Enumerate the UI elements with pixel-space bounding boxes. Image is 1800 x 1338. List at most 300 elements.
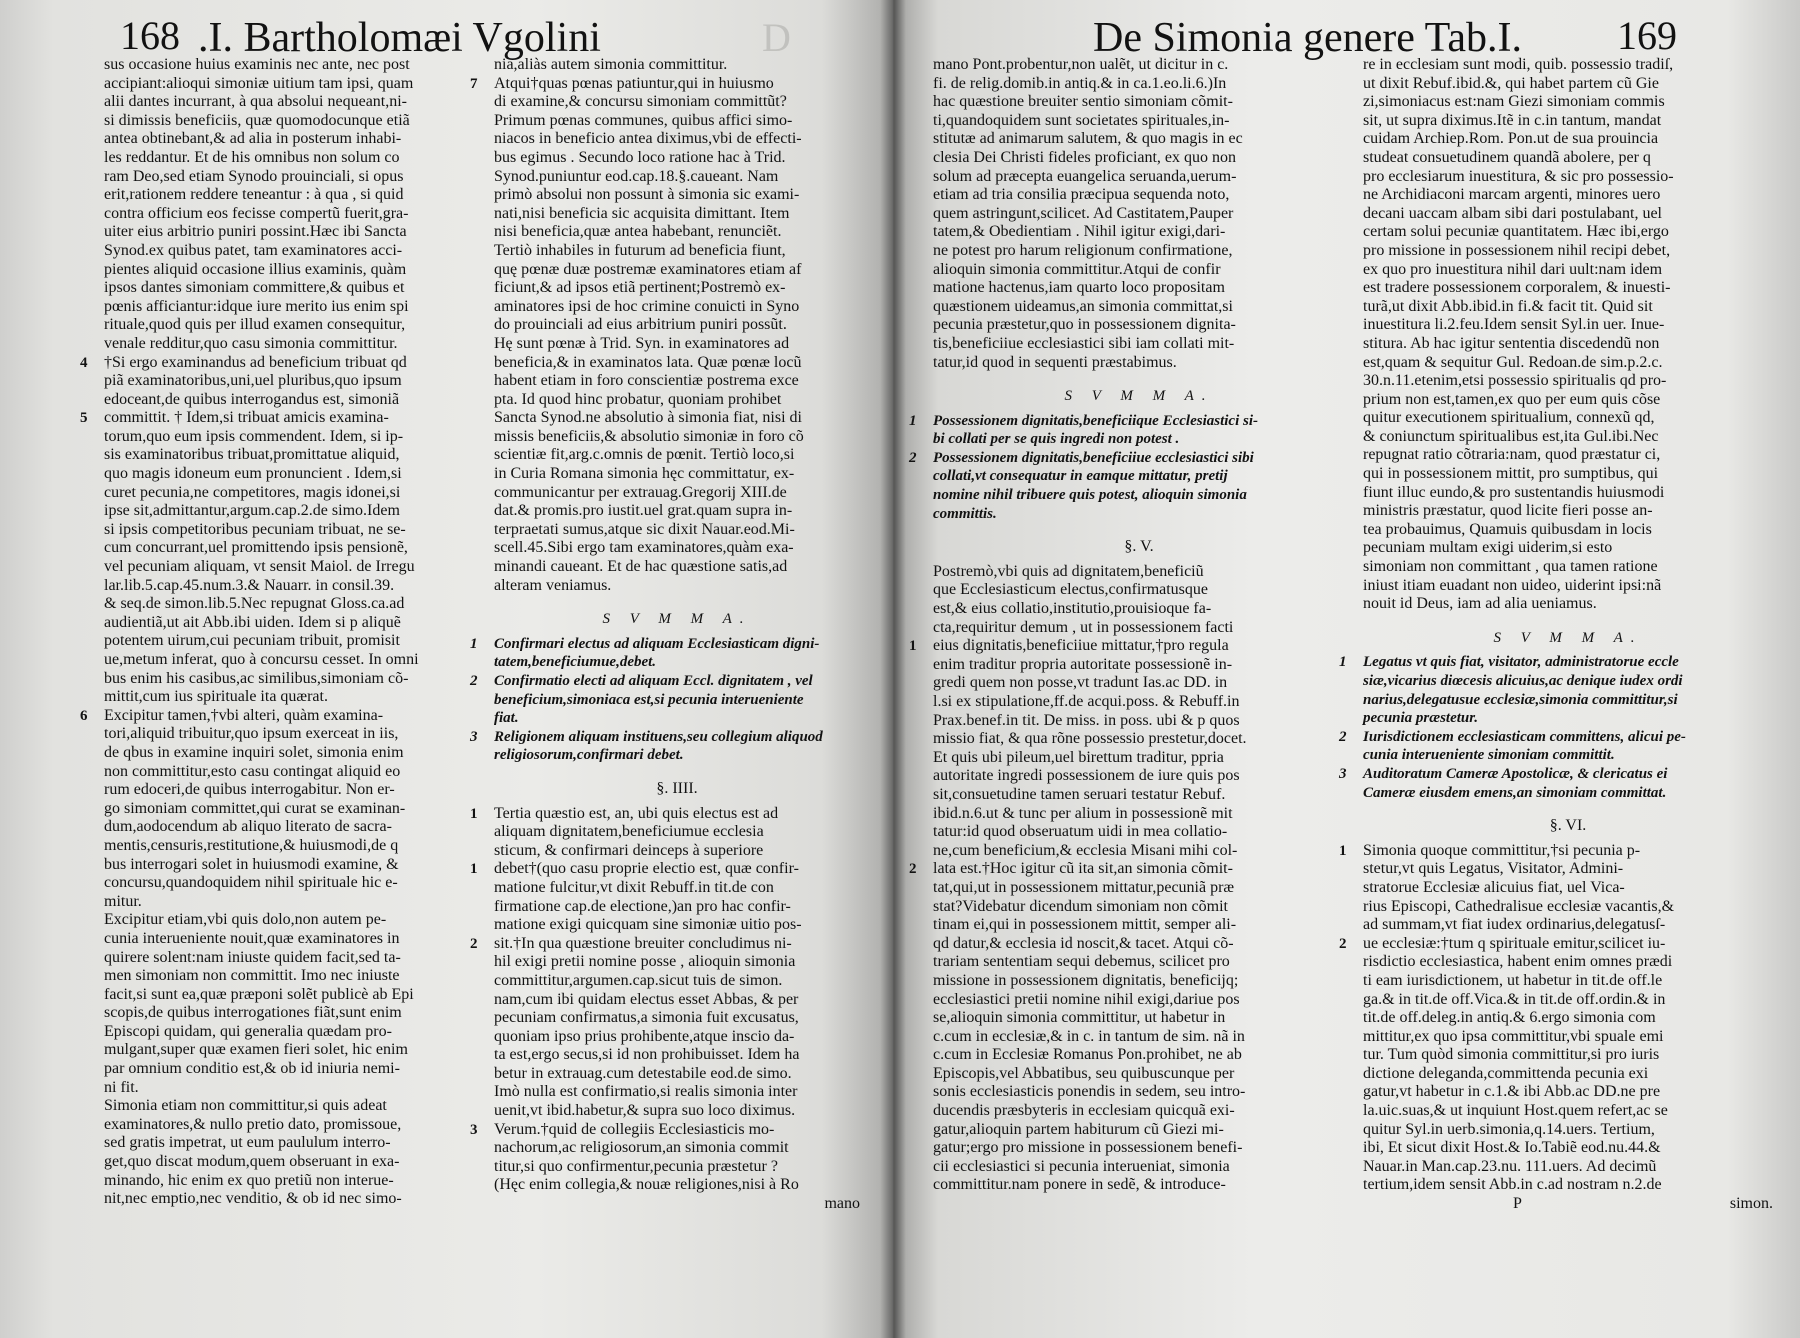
text-line [933,168,1345,187]
text-line [104,874,474,893]
text-line [1363,372,1773,391]
line-text: la.uic.suas,& ut inquiunt Host.quem refert,ac se [1363,1102,1668,1120]
text-line [104,1060,474,1079]
line-text: torum,quo eum ipsis commendent. Idem, si ip- [104,427,404,445]
text-line [494,842,860,861]
right-page [893,0,1800,1338]
text-line [909,860,1345,879]
summa-item-line [1363,691,1773,710]
text-line [1363,316,1773,335]
text-line [494,242,860,261]
text-line [494,484,860,503]
line-text: Iurisdictionem ecclesiasticam committens, alicui pe- [1363,728,1686,745]
line-text: simoniam non committant , qua tamen ratione [1363,558,1658,576]
text-line [1363,168,1773,187]
text-line [104,614,474,633]
line-text: ga.& in tit.de off.Vica.& in tit.de off.ordin.& in [1363,990,1666,1008]
line-text: matione hactenus,iam quarto loco propositam [933,279,1225,297]
line-text: Nauar.in Man.cap.23.nu. 111.uers. Ad decimũ [1363,1157,1657,1175]
line-text: ut dixit Rebuf.ibid.&, qui habet partem cũ Gie [1363,74,1659,92]
text-line [104,1023,474,1042]
text-line [933,879,1345,898]
text-line [104,930,474,949]
text-line [933,93,1345,112]
line-text: edoceant,de quibus interrogandus est, simoniã [104,390,400,408]
line-text: autoritate ingredi possessionem de iure quis pos [933,767,1240,785]
line-text: accipiant:alioqui simoniæ uitium tam ipsi, quam [104,74,414,92]
text-line [933,112,1345,131]
text-line [1363,1176,1773,1195]
text-line [494,428,860,447]
line-text: aminatores ipsi de hoc crimine conuicti in Syno [494,297,800,315]
text-line [470,74,860,94]
text-line [933,972,1345,991]
line-text: hil exigi pretii nomine posse , alioquin simonia [494,953,796,971]
text-line [933,316,1345,335]
line-text: lata est.†Hoc igitur cũ ita sit,an simonia cõmit- [933,860,1233,878]
text-line [933,261,1345,280]
margin-number: 2 [470,673,478,689]
summa-item-line [933,430,1345,449]
text-line [104,223,474,242]
line-text: piã examinatoribus,uni,uel pluribus,quo ipsum [104,372,402,390]
text-line [104,205,474,224]
line-text: venale redditur,quo casu simonia committitur. [104,334,398,352]
margin-number: 7 [470,75,478,92]
line-text: di examine,& concursu simoniam committũt? [494,93,787,111]
line-text: Possessionem dignitatis,beneficiiue ecclesiastici sibi [933,449,1254,466]
text-line [1363,502,1773,521]
text-line [104,186,474,205]
text-line [933,823,1345,842]
text-line [104,1097,474,1116]
line-text: ad summam,vt fiat iudex ordinarius,delegatusſ- [1363,916,1666,934]
text-line [494,409,860,428]
line-text: & coniunctum spiritualibus est,ita Gul.ibi.Nec [1363,427,1659,445]
text-line [494,991,860,1010]
margin-number: 3 [470,1121,478,1138]
line-text: ue ecclesiæ:†tum q spirituale emitur,scilicet iu- [1363,934,1666,952]
line-text: facit,si sunt ea,quæ præponi solẽt publicè ab Epi [104,985,414,1003]
line-text: dictione deleganda,committenda pecunia exi [1363,1064,1649,1082]
text-line [494,1083,860,1102]
line-text: trariam sententiam sequi debemus, scilicet pro [933,953,1230,971]
line-text: bus egimus . Secundo loco ratione hac à Trid. [494,148,786,166]
line-text: debet†(quo casu proprie electio est, quæ confir- [494,860,799,878]
text-line [494,112,860,131]
line-text: eius dignitatis,beneficiiue mittatur,†pro regula [933,637,1229,655]
show-through-header: D [762,15,791,60]
text-line [1363,595,1773,614]
line-text: dum,aodocendum ab aliquo literato de sacra- [104,818,392,836]
text-line [1363,56,1773,75]
text-line [1363,539,1773,558]
text-line [104,688,474,707]
text-line [909,637,1345,656]
line-text: rum edoceri,de quibus interrogabitur. Non er- [104,781,395,799]
signature-mark: P [1513,1195,1522,1213]
line-text: pro ecclesiarum inuestitura, & sic pro possessio- [1363,167,1674,185]
section-heading: §. IIII. [656,779,698,797]
text-line [933,898,1345,917]
line-text: terpraetati sumus,atque sic dixit Nauar.eod.Mi- [494,520,795,538]
line-text: Legatus vt quis fiat, visitator, administratorue eccle [1363,654,1679,671]
line-text: sticum, & confirmari deinceps à superiore [494,841,764,859]
line-text: committis. [933,505,997,522]
text-line [1363,860,1773,879]
line-text: go simoniam committet,qui curat se examinan- [104,799,406,817]
text-line [494,130,860,149]
text-column-right [1339,56,1773,1214]
line-text: nia,aliàs autem simonia committitur. [494,56,728,73]
line-text: mulgant,super quæ examen fieri solet, hic enim [104,1041,408,1059]
line-text: nomine nihil tribuere quis potest, alioquin simonia [933,487,1247,504]
text-line [494,823,860,842]
line-text: sonis ecclesiasticis ponendis in sedem, seu intro- [933,1083,1246,1101]
text-line [933,1028,1345,1047]
text-line [933,581,1345,600]
line-text: c.cum in Ecclesiæ Romanus Pon.prohibet, ne ab [933,1046,1242,1064]
line-text: gredi quem non posse,vt tradunt Ias.ac DD. in [933,674,1228,692]
line-text: cunia interueniente nouit,quæ examinatores in [104,929,400,947]
line-text: solum ad præcepta euangelica seruanda,uerum- [933,167,1237,185]
line-text: missione in possessionem dignitatis, beneficijq; [933,971,1239,989]
text-line [1363,577,1773,596]
line-text: dat.& promis.pro iustit.uel grat.quam supra in- [494,502,793,520]
text-line [494,953,860,972]
margin-number: 1 [1339,654,1347,671]
line-text: sis examinatoribus tribuat,promittatue aliquid, [104,446,400,464]
margin-number: 3 [470,728,478,745]
text-line [494,446,860,465]
line-text: par omnium conditio est,& ob id iniuria nemi- [104,1060,400,1078]
text-line [104,484,474,503]
line-text: decani uaccam albam sibi dari postulabant, uel [1363,204,1662,222]
line-text: potentem uirum,cui pecuniam tribuit, promisit [104,632,400,650]
text-line [104,670,474,689]
text-line [104,465,474,484]
line-text: missio fiat, & qua rõne possessio prestetur,docet. [933,730,1247,748]
line-text: ecclesiastici pretii nomine nihil exigi,dariue pos [933,990,1240,1008]
line-text: etiam ad tria consilia præcipua sequenda noto, [933,186,1230,204]
line-text: mittitur,ex quo ipsa committitur,vbi spuale emi [1363,1027,1664,1045]
line-text: nisi beneficia,quæ antea habebant, renunciẽt. [494,223,782,241]
text-line [933,712,1345,731]
summa-item-line [470,728,860,747]
line-text: ne Archidiaconi marcam argenti, minores uero [1363,186,1661,204]
line-text: mitur. [104,892,142,910]
text-line [104,56,474,75]
text-line [494,391,860,410]
text-line [1363,261,1773,280]
summa-item-line [1363,784,1773,803]
text-line [1363,298,1773,317]
text-line [1363,991,1773,1010]
text-line [1363,1065,1773,1084]
line-text: que Ecclesiasticum electus,confirmatusque [933,581,1209,599]
text-line [104,1004,474,1023]
line-text: quem astringunt,scilicet. Ad Castitatem,Pauper [933,204,1234,222]
book-gutter [880,0,906,1338]
text-line [494,93,860,112]
text-line [104,521,474,540]
text-line [1363,484,1773,503]
text-line [494,168,860,187]
margin-number: 1 [909,412,917,429]
line-text: pecuniam confirmatus,a simonia fuit excusatus, [494,1009,799,1027]
text-line [494,916,860,935]
line-text: ue,metum inferat, quo à concursu cesset. In omni [104,651,419,668]
text-line [494,372,860,391]
text-line [470,1120,860,1140]
text-line [1363,1009,1773,1028]
text-line [104,1041,474,1060]
line-text: quitur Syl.in uerb.simonia,q.14.uers. Tertium, [1363,1120,1655,1138]
text-line [494,1009,860,1028]
line-text: Prax.benef.in tit. De miss. in poss. ubi & p quos [933,711,1240,729]
line-text: se,alioquin simonia committitur, ut habetur in [933,1009,1226,1027]
margin-number: 1 [470,635,478,652]
line-text: mentis,censuris,restitutione,& huiusmodi,de q [104,836,399,854]
line-text: stetur,vt quis Legatus, Visitator, Admini- [1363,860,1624,878]
line-text: c.cum in ecclesiæ,& in c. in tantum de sim. nã in [933,1027,1245,1045]
summa-item-line [1339,765,1773,784]
text-line [494,1028,860,1047]
line-text: ficiunt,& ad ipsos etiã pertinent;Postremò ex- [494,279,786,297]
line-text: si dimissis beneficiis, quæ quomodocunque etiã [104,111,410,129]
text-line [933,749,1345,768]
text-line [494,539,860,558]
line-text: rius Episcopi, Cathedralisue ecclesiæ vacantis,& [1363,897,1675,915]
line-text: tatem,beneficiumue,debet. [494,654,657,671]
text-line [1339,934,1773,954]
line-text: stitutæ ad animarum salutem, & quo magis in ec [933,130,1243,148]
text-line [80,353,474,373]
line-text: Postremò,vbi quis ad dignitatem,beneficiũ [933,562,1204,580]
text-line [933,805,1345,824]
catchword: simon. [1729,1195,1773,1213]
line-text: stat?Videbatur dicendum simoniam non cõmit [933,897,1228,915]
text-line [104,428,474,447]
line-text: ram Deo,sed etiam Synodo prouinciali, si opus [104,167,404,185]
line-text: titur,si quo confirmentur,pecunia præstetur ? [494,1157,778,1175]
line-text: quę pœnæ duæ postremæ examinatores etiam af [494,260,802,278]
text-line [933,1009,1345,1028]
text-line [104,539,474,558]
line-text: qui in possessionem mittit, pro sumptibus, qui [1363,465,1659,483]
line-text: uenit,vt ibid.habetur,& supra suo loco diximus. [494,1102,796,1120]
line-text: ministris præstatur, quod licite fieri posse an- [1363,502,1653,520]
running-header: .I. Bartholomæi Vgolini [198,15,601,61]
text-line [104,261,474,280]
margin-number: 1 [1339,842,1347,859]
line-text: inuestitura li.2.feu.Idem sensit Syl.in uer. Inue- [1363,316,1665,334]
line-text: cta,requiritur demum , ut in possessionem facti [933,618,1234,636]
line-text: sus occasione huius examinis nec ante, nec post [104,56,410,73]
line-text: beneficia,& in examinatos lata. Quæ pœnæ locũ [494,353,802,371]
line-text: l.si ex stipulatione,ff.de acqui.poss. & Rebuff.in [933,693,1240,710]
text-line [1363,1139,1773,1158]
line-text: gatur,vt habetur in c.1.& ibi Abb.ac DD.ne pre [1363,1083,1661,1101]
summa-item-line [470,635,860,654]
margin-number: 4 [80,354,88,371]
line-text: Episcopis,vel Abbatibus, seu quibuscunque per [933,1064,1235,1082]
summa-item-line [933,467,1345,486]
margin-number: 6 [80,707,88,724]
line-text: Hę sunt pœnæ à Trid. Syn. in examinatores ad [494,334,790,352]
text-column-left [909,56,1345,1195]
line-text: pecunia præstetur. [1363,710,1479,727]
line-text: cum concurrant,uel promittendo ipsis pensionẽ, [104,539,408,557]
text-line [933,354,1345,373]
line-text: ducendis præsbyteris in ecclesiam quicquã exi- [933,1102,1235,1120]
line-text: communicantur per extrauag.Gregorij XIII.de [494,483,787,501]
text-line [494,261,860,280]
text-line [104,651,474,670]
text-line [104,818,474,837]
text-line [104,316,474,335]
text-line [104,391,474,410]
text-line [494,1102,860,1121]
line-text: pta. Id quod hinc probatur, quoniam prohibet [494,390,782,408]
line-text: hac quæstione breuiter sentio simoniam cõmit- [933,93,1233,111]
text-line [494,558,860,577]
text-line [1363,1102,1773,1121]
text-line [104,781,474,800]
line-text: Tertia quæstio est, an, ubi quis electus est ad [494,804,779,822]
line-text: pecunia præstetur,quo in possessionem dignita- [933,316,1236,334]
text-line [104,168,474,187]
text-line [933,1176,1345,1195]
text-line [933,298,1345,317]
text-line [494,502,860,521]
line-text: turã,ut dixit Abb.ibid.in fi.& facit tit. Quid sit [1363,297,1653,315]
text-line [1363,205,1773,224]
line-text: quitur executionem spiritualium, connexũ qd, [1363,409,1655,427]
line-text: ipse sit,admittantur,argum.cap.2.de simo.Idem [104,502,400,520]
text-line [933,730,1345,749]
text-line [933,1046,1345,1065]
text-line [104,744,474,763]
text-line [933,1139,1345,1158]
line-text: pecuniam multam exigi uiderim,si esto [1363,539,1613,557]
line-text: aliquam dignitatem,beneficiumue ecclesia [494,823,764,841]
page-number: 168 [120,13,180,58]
line-text: est,quam & sequitur Gul. Redoan.de sim.p.2.c. [1363,353,1663,371]
line-text: studeat consuetudinem quandã abolere, per q [1363,148,1651,166]
line-text: sit, ut supra diximus.Itẽ in c.in tantum, mandat [1363,111,1662,129]
text-line [104,335,474,354]
text-line [494,354,860,373]
text-line [1363,354,1773,373]
line-text: ibid.n.6.ut & tunc per alium in possessionẽ mit [933,804,1233,822]
text-line [933,842,1345,861]
line-text: Primum pœnas communes, quibus affici simo- [494,111,793,129]
text-line [1363,558,1773,577]
text-line [933,1102,1345,1121]
text-line [933,1121,1345,1140]
line-text: stitura. Ab hac igitur sententia discedendũ non [1363,334,1660,352]
summa-item-line [1339,653,1773,672]
text-line [494,298,860,317]
line-text: Et quis ubi pileum,uel birettum traditur, ppria [933,748,1224,766]
line-text: lar.lib.5.cap.45.num.3.& Nauarr. in consil.39. [104,576,395,594]
text-line [494,1139,860,1158]
text-line [104,446,474,465]
line-text: rituale,quod quis per illud examen consequitur, [104,316,406,334]
line-text: Excipitur etiam,vbi quis dolo,non autem pe- [104,911,387,929]
text-line [933,1158,1345,1177]
text-line [104,837,474,856]
text-line [494,223,860,242]
line-text: examinatores,& nullo pretio dato, promissoue, [104,1115,402,1133]
text-line [1363,112,1773,131]
text-line [494,1065,860,1084]
line-text: ti,quandoquidem sunt societates spirituales,in- [933,111,1230,129]
text-line [1363,521,1773,540]
line-text: beneficium,simoniaca est,si pecunia interueniente [494,691,804,708]
line-text: betur in extrauag.cum detestabile eod.de simo. [494,1064,792,1082]
text-line [1363,428,1773,447]
line-text: Atqui†quas pœnas patiuntur,qui in huiusmo [494,74,774,92]
text-line [470,860,860,879]
text-line [1363,149,1773,168]
text-line [104,911,474,930]
margin-number: 2 [470,935,478,952]
line-text: alteram veniamus. [494,576,612,594]
text-line [104,595,474,614]
line-text: tori,aliquid tribuitur,quo ipsum exerceat in iis, [104,725,399,743]
line-text: risdictio ecclesiastica, habent enim omnes prædi [1363,953,1673,971]
text-line [933,149,1345,168]
line-text: nati,nisi beneficia sic acquisita dimittant. Item [494,204,790,222]
line-text: re in ecclesiam sunt modi, quib. possessio tradiſ, [1363,56,1674,73]
line-text: (Hęc enim collegia,& nouæ religiones,nisi à Ro [494,1176,799,1194]
text-line [104,75,474,94]
line-text: 30.n.11.etenim,etsi possessio spiritualis qd pro- [1363,372,1667,390]
line-text: repugnat ratio cõtraria:nam, quod præstatur ci, [1363,446,1661,464]
line-text: tatur,id quod in sequenti præstabimus. [933,353,1177,371]
line-text: mano Pont.probentur,non ualẽt, ut dicitur in c. [933,56,1229,73]
text-line [494,898,860,917]
summa-item-line [470,672,860,691]
text-line [494,186,860,205]
line-text: les reddantur. Et de his omnibus non solum co [104,148,400,166]
summa-item-line [909,449,1345,468]
line-text: Excipitur tamen,†vbi alteri, quàm examina- [104,706,384,724]
line-text: bus interrogari solet in huiusmodi examine, & [104,855,399,873]
text-line [104,149,474,168]
line-text: Simonia etiam non committitur,si quis adeat [104,1097,387,1115]
line-text: nachorum,ac religiosorum,an simonia commit [494,1139,789,1157]
text-line [1363,1121,1773,1140]
line-text: Cameræ eiusdem emens,an simoniam committat. [1363,784,1667,801]
text-line [1363,130,1773,149]
line-text: de qbus in examine inquiri solet, simonia enim [104,743,404,761]
line-text: ne,cum beneficium,& ecclesia Misani mihi col- [933,841,1238,859]
margin-number: 2 [909,861,917,878]
text-line [104,949,474,968]
line-text: qd datur,& ecclesia id noscit,& tacet. Atqui cõ- [933,934,1234,952]
line-text: erit,rationem reddere teneantur : à qua , si quid [104,186,404,204]
text-line [494,149,860,168]
line-text: minando, hic enim ex quo pretiũ non interue- [104,1171,394,1189]
text-line [494,316,860,335]
text-line [933,619,1345,638]
text-line [494,1046,860,1065]
line-text: habent etiam in foro conscientiæ postrema exce [494,372,799,390]
section-heading: §. V. [1124,538,1154,556]
